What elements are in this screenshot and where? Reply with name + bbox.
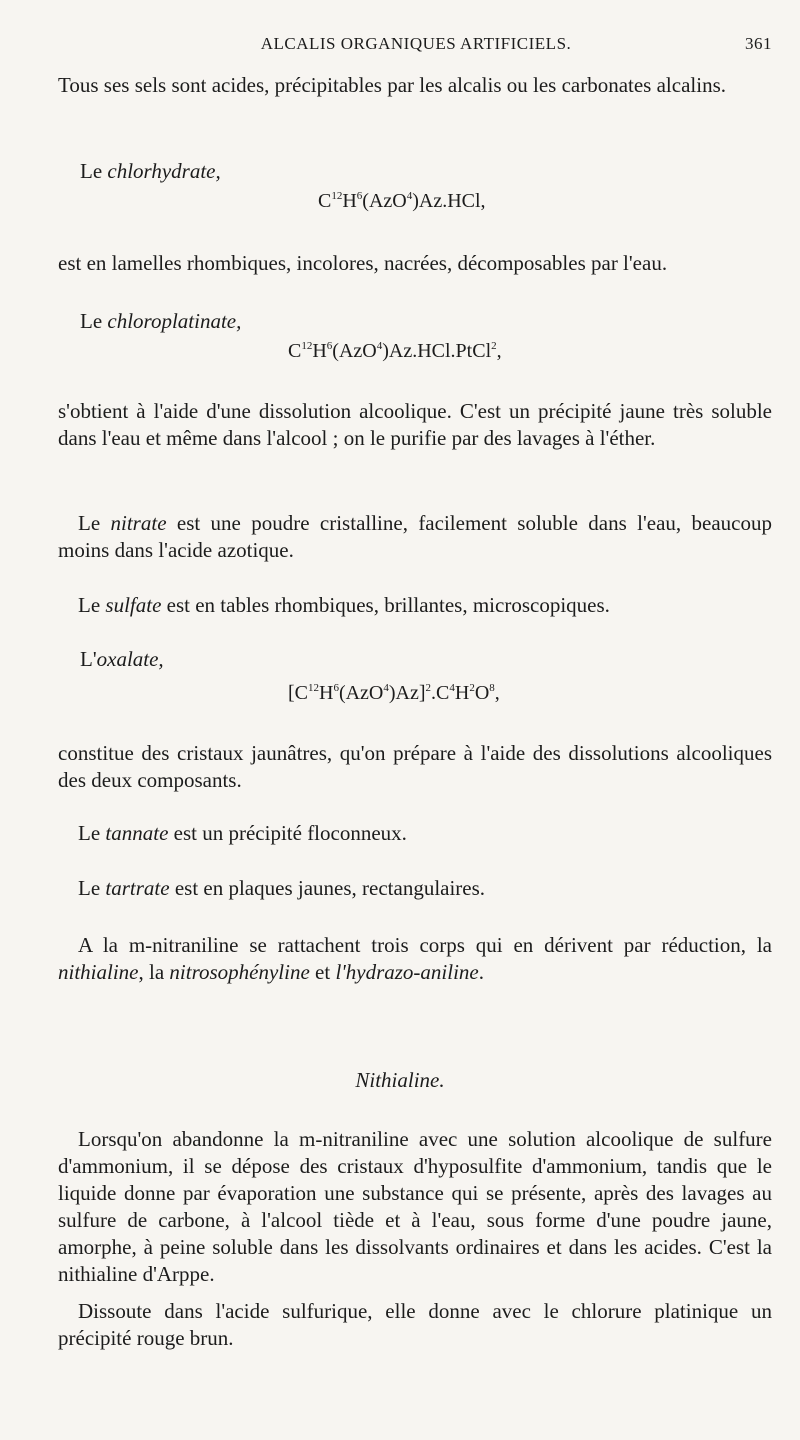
chloroplatinate-prefix: Le (80, 309, 108, 333)
formula-text: (AzO (332, 340, 377, 362)
nitrosophenyline-name: nitrosophényline (169, 960, 310, 984)
chloroplatinate-name: chloroplatinate, (107, 309, 242, 333)
formula-sup: 2 (425, 682, 432, 694)
oxalate-description: constitue des cristaux jaunâtres, qu'on prépare à l'aide des dissolutions alcooliques des deux composants. (58, 741, 772, 792)
nitrate-prefix: Le (78, 511, 111, 535)
tannate-paragraph (58, 820, 772, 847)
tartrate-name: tartrate (105, 876, 170, 900)
oxalate-name: oxalate, (96, 647, 164, 671)
formula-text: C (288, 340, 302, 362)
page-number: 361 (745, 34, 772, 53)
chlorhydrate-name: chlorhydrate, (107, 159, 221, 183)
tartrate-paragraph (58, 875, 772, 902)
formula-sup: 2 (469, 682, 475, 694)
derives-text: A la m-nitraniline se rattachent trois corps qui en dérivent par réduction, la (78, 933, 772, 957)
running-title: ALCALIS ORGANIQUES ARTIFICIELS. (260, 34, 572, 53)
formula-text: H (454, 682, 470, 704)
formula-text: H (319, 682, 334, 704)
nithialine-paragraph: Lorsqu'on abandonne la m-nitraniline avec une solution alcoolique de sulfure d'ammonium, il se dépose des cristaux d'hyposulfite d'ammonium, tandis que le liquide donne par évaporation une substance qui se présente, après des lavages au sulfure de carbone, à l'alcool tiède et à l'eau, sous forme d'une poudre jaune, amorphe, à peine soluble dans les dissolvants ordinaires et dans les acides. C'est la nithialine d'Arppe. (58, 1127, 772, 1286)
nitrate-name: nitrate (110, 511, 167, 535)
nitrate-description: est une poudre cristalline, facilement soluble dans l'eau, beaucoup moins dans l'acide azotique. (58, 511, 772, 562)
formula-text: , (496, 340, 502, 362)
tannate-name: tannate (105, 821, 169, 845)
tartrate-description: est en plaques jaunes, rectangulaires. (169, 876, 486, 900)
formula-sup: 12 (301, 340, 313, 352)
oxalate-formula (288, 682, 500, 705)
chloroplatinate-formula (288, 340, 502, 363)
formula-sup: 4 (449, 682, 455, 694)
formula-sup: 12 (331, 190, 343, 202)
formula-text: .C (431, 682, 450, 704)
chlorhydrate-formula (318, 190, 486, 213)
chloroplatinate-heading (80, 308, 241, 335)
sulfate-prefix: Le (78, 593, 106, 617)
derives-end: . (478, 960, 484, 984)
formula-sup: 4 (383, 682, 389, 694)
formula-sup: 4 (406, 190, 413, 202)
formula-text: )Az.HCl.PtCl (382, 340, 492, 362)
formula-text: C (318, 190, 332, 212)
derives-separator: et (309, 960, 336, 984)
tannate-prefix: Le (78, 821, 106, 845)
chloroplatinate-description: s'obtient à l'aide d'une dissolution alcoolique. C'est un précipité jaune très soluble dans l'eau et même dans l'alcool ; on le purifie par des lavages à l'éther. (58, 399, 772, 450)
running-header (60, 34, 772, 56)
formula-sup: 6 (326, 340, 333, 352)
final-paragraph: Dissoute dans l'acide sulfurique, elle donne avec le chlorure platinique un précipité rouge brun. (58, 1299, 772, 1350)
chlorhydrate-description: est en lamelles rhombiques, incolores, nacrées, décomposables par l'eau. (58, 251, 668, 275)
derives-paragraph (58, 932, 772, 986)
sulfate-paragraph (58, 592, 772, 619)
chlorhydrate-prefix: Le (80, 159, 108, 183)
oxalate-prefix: L' (80, 647, 97, 671)
formula-text: )Az.HCl, (412, 190, 486, 212)
chlorhydrate-heading (80, 158, 221, 185)
formula-text: (AzO (338, 682, 384, 704)
formula-sup: 6 (356, 190, 363, 202)
formula-text: O (474, 682, 490, 704)
derives-separator: , la (138, 960, 170, 984)
formula-sup: 6 (333, 682, 339, 694)
formula-text: H (312, 340, 327, 362)
nitrate-paragraph (58, 510, 772, 564)
formula-text: (AzO (362, 190, 407, 212)
section-title: Nithialine. (355, 1068, 445, 1092)
nithialine-name: nithialine (58, 960, 139, 984)
formula-sup: 4 (376, 340, 383, 352)
sulfate-name: sulfate (105, 593, 162, 617)
formula-text: [C (288, 682, 308, 704)
paragraph-sels-acides: Tous ses sels sont acides, précipitables par les alcalis ou les carbonates alcalins. (58, 73, 726, 97)
formula-text: H (342, 190, 357, 212)
formula-sup: 8 (489, 682, 495, 694)
tannate-description: est un précipité floconneux. (168, 821, 407, 845)
formula-sup: 2 (491, 340, 497, 352)
oxalate-heading (80, 646, 164, 673)
formula-sup: 12 (308, 682, 319, 694)
formula-text: , (494, 682, 500, 704)
formula-text: )Az] (388, 682, 426, 704)
tartrate-prefix: Le (78, 876, 106, 900)
sulfate-description: est en tables rhombiques, brillantes, microscopiques. (161, 593, 610, 617)
hydrazo-aniline-name: l'hydrazo-aniline (335, 960, 479, 984)
